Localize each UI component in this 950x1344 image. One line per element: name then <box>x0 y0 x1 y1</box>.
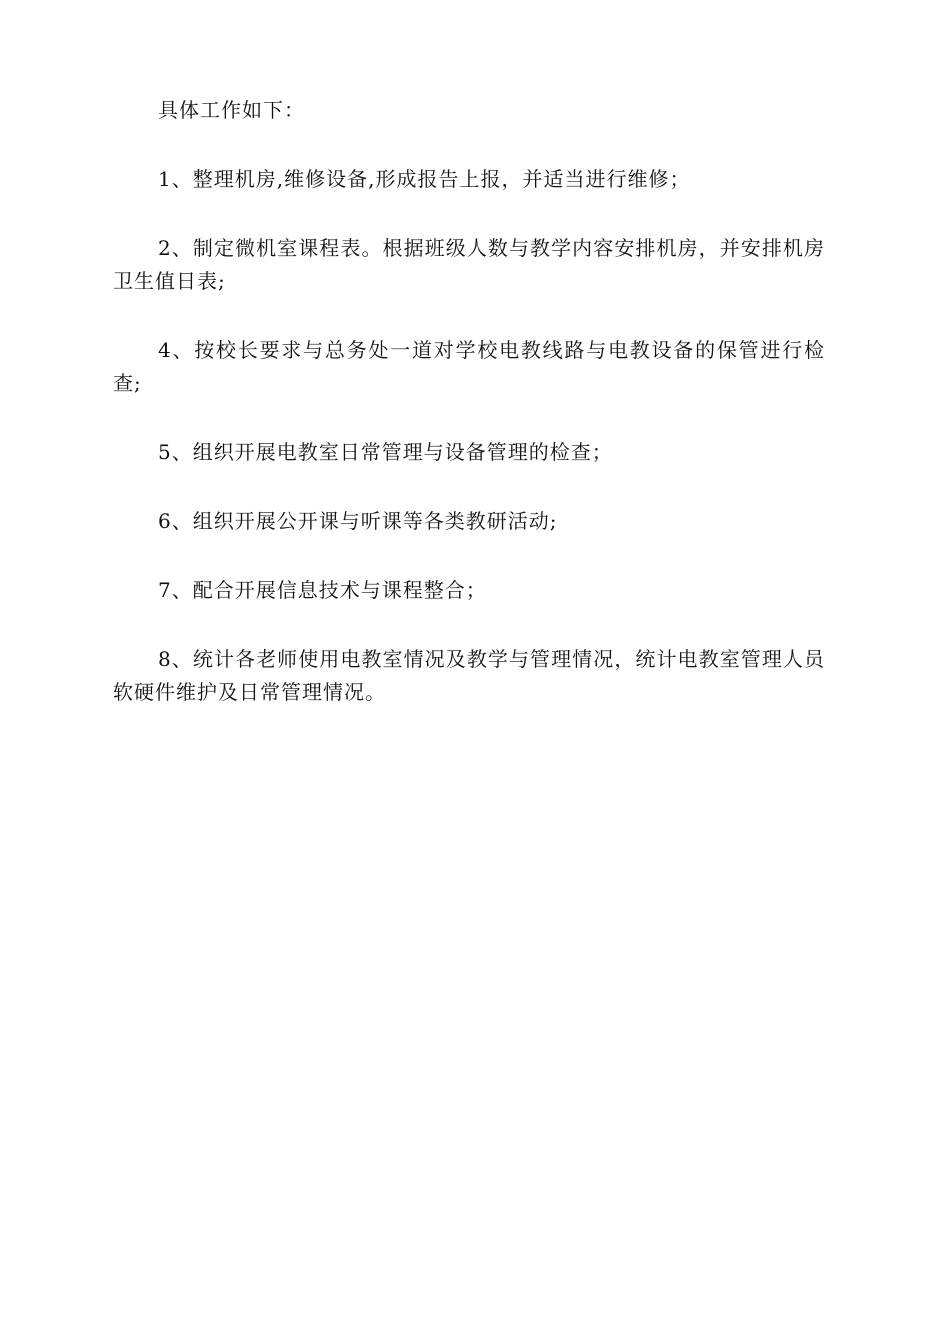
task-item-6: 6、组织开展公开课与听课等各类教研活动; <box>158 509 558 533</box>
task-item-7: 7、配合开展信息技术与课程整合； <box>158 578 487 602</box>
task-item-5: 5、组织开展电教室日常管理与设备管理的检查； <box>158 440 613 464</box>
intro-paragraph: 具体工作如下： <box>158 98 305 122</box>
document-body <box>113 94 825 745</box>
task-item-2: 2、制定微机室课程表。根据班级人数与教学内容安排机房，并安排机房卫生值日表; <box>113 236 825 293</box>
task-item-8: 8、统计各老师使用电教室情况及教学与管理情况，统计电教室管理人员软硬件维护及日常管理情况。 <box>113 647 825 704</box>
task-item-4: 4、按校长要求与总务处一道对学校电教线路与电教设备的保管进行检查; <box>113 338 825 395</box>
task-item-1: 1、整理机房,维修设备,形成报告上报，并适当进行维修； <box>158 167 691 191</box>
